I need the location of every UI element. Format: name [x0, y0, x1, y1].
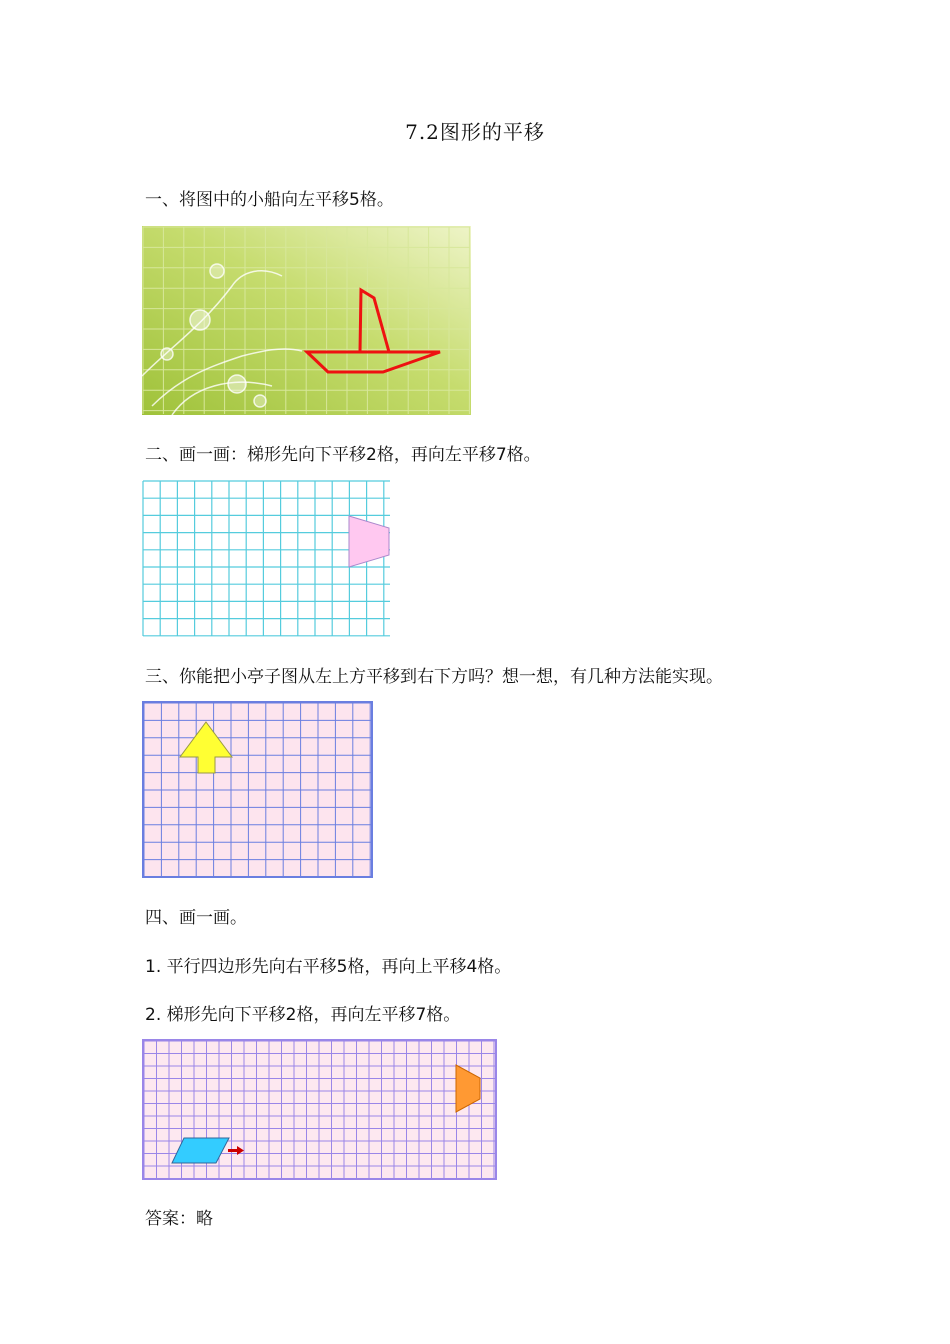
question-4: 四、画一画。 — [145, 908, 247, 928]
question-1: 一、将图中的小船向左平移5格。 — [145, 190, 394, 210]
pink-trapezoid — [349, 516, 389, 567]
question-4-1: 1. 平行四边形先向右平移5格，再向上平移4格。 — [145, 957, 512, 977]
boat-grid-figure — [142, 226, 472, 416]
question-2: 二、画一画：梯形先向下平移2格，再向左平移7格。 — [145, 445, 541, 465]
parallelogram-grid-figure — [142, 1039, 498, 1181]
question-4-2: 2. 梯形先向下平移2格，再向左平移7格。 — [145, 1005, 461, 1025]
question-3: 三、你能把小亭子图从左上方平移到右下方吗？想一想，有几种方法能实现。 — [145, 667, 723, 687]
answer-text: 答案：略 — [145, 1209, 213, 1229]
trapezoid-grid-figure — [142, 480, 392, 638]
page-title: 7.2图形的平移 — [405, 120, 545, 144]
pavilion-grid-figure — [142, 701, 374, 879]
